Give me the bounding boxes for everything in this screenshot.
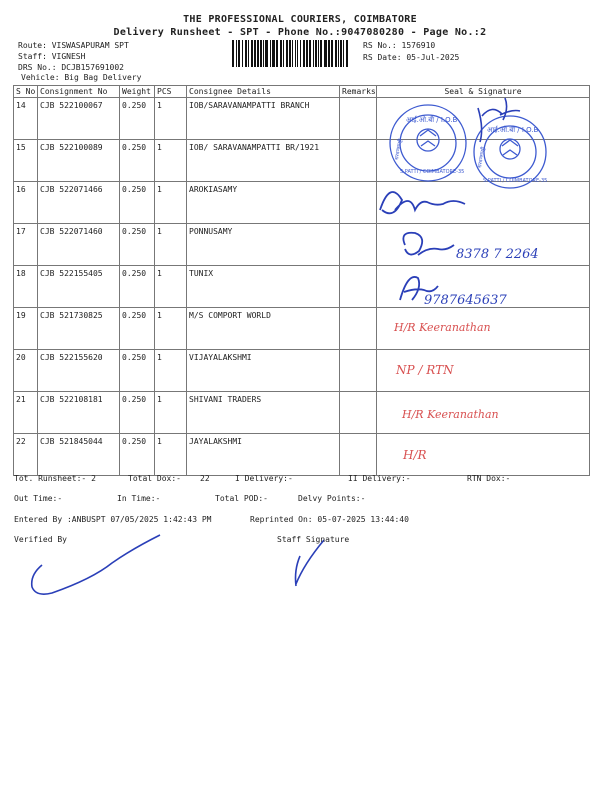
runsheet-table [13,85,590,476]
cell-consignment: CJB 521730825 [38,308,120,350]
rs-number: RS No.: 1576910 [363,41,436,50]
staff-signature-mark [296,540,325,586]
cell-consignee: PONNUSAMY [187,224,340,266]
reprinted-on: Reprinted On: 05-07-2025 13:44:40 [250,515,409,524]
phone-row17: 8378 7 2264 [456,247,539,262]
seal-1-top-text: आई.ओ.बी / I.O.B [406,116,458,124]
cell-remarks [340,140,377,182]
cell-sno: 17 [14,224,38,266]
runsheet-subtitle: Delivery Runsheet - SPT - Phone No.:9047080280 - Page No.:2 [113,27,487,38]
table-row [14,224,590,266]
barcode-bar [320,40,322,67]
cell-consignment: CJB 522100089 [38,140,120,182]
cell-consignment: CJB 521845044 [38,434,120,476]
barcode-bar [328,40,330,67]
table-row [14,434,590,476]
cell-remarks [340,392,377,434]
barcode-bar [306,40,308,67]
company-title: THE PROFESSIONAL COURIERS, COIMBATORE [183,14,417,25]
cell-seal-signature [377,350,590,392]
barcode-bar [257,40,259,67]
cell-sno: 21 [14,392,38,434]
barcode-bar [300,40,301,67]
barcode-bar [260,40,262,67]
note-row19: H/R Keeranathan [394,321,491,334]
phone-row18: 9787645637 [424,293,507,308]
cell-pcs: 1 [155,266,187,308]
table-row [14,392,590,434]
cell-pcs: 1 [155,224,187,266]
barcode-bar [254,40,256,67]
verified-by: Verified By [14,535,67,544]
barcode-bar [245,40,247,67]
in-time: In Time:- [117,494,161,503]
col-pcs: PCS [155,86,187,98]
cell-remarks [340,224,377,266]
col-remarks: Remarks [340,86,377,98]
barcode [232,40,348,67]
table-row [14,308,590,350]
seal-2-top-text: आई.ओ.बी / I.O.B [487,126,539,134]
cell-sno: 22 [14,434,38,476]
seal-2-bottom-text: S.PATTI / COIMBATORE-35 [483,178,548,184]
cell-remarks [340,182,377,224]
total-dox-value: 22 [200,474,210,483]
cell-sno: 18 [14,266,38,308]
cell-consignee: IOB/ SARAVANAMPATTI BR/1921 [187,140,340,182]
barcode-bar [324,40,327,67]
col-consignment: Consignment No [38,86,120,98]
staff-signature: Staff Signature [277,535,350,544]
barcode-bar [297,40,298,67]
barcode-bar [335,40,337,67]
barcode-bar [331,40,333,67]
rs-date: RS Date: 05-Jul-2025 [363,53,460,62]
note-row20: NP / RTN [396,363,454,377]
barcode-bar [270,40,271,67]
cell-pcs: 1 [155,182,187,224]
barcode-bar [340,40,342,67]
barcode-bar [318,40,319,67]
cell-consignment: CJB 522100067 [38,98,120,140]
cell-pcs: 1 [155,98,187,140]
table-row [14,266,590,308]
vehicle-label: Vehicle: Big Bag Delivery [21,73,142,82]
seal-1-bottom-text: S.PATTI / COIMBATORE-35 [400,169,465,175]
cell-sno: 15 [14,140,38,182]
cell-weight: 0.250 [120,98,155,140]
cell-consignee: AROKIASAMY [187,182,340,224]
cell-sno: 19 [14,308,38,350]
cell-consignment: CJB 522071466 [38,182,120,224]
cell-consignee: SHIVANI TRADERS [187,392,340,434]
barcode-bar [232,40,234,67]
barcode-bar [280,40,282,67]
cell-seal-signature [377,308,590,350]
barcode-bar [289,40,291,67]
barcode-bar [295,40,296,67]
cell-weight: 0.250 [120,140,155,182]
cell-remarks [340,434,377,476]
barcode-bar [286,40,288,67]
cell-weight: 0.250 [120,266,155,308]
total-dox-label: Total Dox:- [128,474,181,483]
cell-consignment: CJB 522155620 [38,350,120,392]
table-row [14,140,590,182]
staff-label: Staff: VIGNESH [18,52,86,61]
delvy-points: Delvy Points:- [298,494,366,503]
tot-runsheet: Tot. Runsheet:- 2 [14,474,96,483]
cell-pcs: 1 [155,350,187,392]
barcode-bar [346,40,348,67]
col-consignee: Consignee Details [187,86,340,98]
cell-consignee: VIJAYALAKSHMI [187,350,340,392]
note-row22: H/R [403,448,427,462]
barcode-bar [248,40,249,67]
ii-delivery: II Delivery:- [348,474,411,483]
cell-sno: 20 [14,350,38,392]
cell-remarks [340,266,377,308]
cell-seal-signature [377,140,590,182]
cell-consignment: CJB 522071460 [38,224,120,266]
seal-1-side-text: सरवणमपट्टी [394,138,404,161]
i-delivery: I Delivery:- [235,474,293,483]
cell-remarks [340,350,377,392]
barcode-bar [292,40,293,67]
barcode-bar [338,40,339,67]
barcode-bar [303,40,305,67]
cell-seal-signature [377,392,590,434]
cell-pcs: 1 [155,308,187,350]
cell-consignee: M/S COMPORT WORLD [187,308,340,350]
rtn-dox: RTN Dox:- [467,474,511,483]
cell-weight: 0.250 [120,308,155,350]
cell-sno: 14 [14,98,38,140]
cell-seal-signature [377,98,590,140]
barcode-bar [251,40,253,67]
cell-pcs: 1 [155,140,187,182]
barcode-bar [263,40,264,67]
barcode-bar [276,40,278,67]
barcode-bar [283,40,284,67]
cell-seal-signature [377,266,590,308]
barcode-bar [236,40,237,67]
barcode-bar [313,40,314,67]
cell-seal-signature [377,224,590,266]
table-row [14,182,590,224]
cell-consignee: IOB/SARAVANAMPATTI BRANCH [187,98,340,140]
cell-remarks [340,308,377,350]
cell-weight: 0.250 [120,392,155,434]
route-label: Route: VISWASAPURAM SPT [18,41,129,50]
out-time: Out Time:- [14,494,63,503]
cell-remarks [340,98,377,140]
cell-seal-signature [377,434,590,476]
barcode-bar [309,40,311,67]
note-row21: H/R Keeranathan [402,408,499,421]
cell-pcs: 1 [155,392,187,434]
cell-weight: 0.250 [120,224,155,266]
table-row [14,350,590,392]
entered-by: Entered By :ANBUSPT 07/05/2025 1:42:43 PM [14,515,212,524]
seal-2-side-text: सरवणमपट्टी [477,146,487,169]
drs-number: DRS No.: DCJB157691002 [18,63,124,72]
cell-weight: 0.250 [120,182,155,224]
col-seal: Seal & Signature [377,86,590,98]
cell-weight: 0.250 [120,350,155,392]
barcode-bar [238,40,240,67]
barcode-bar [272,40,275,67]
table-header-row [14,86,590,98]
cell-seal-signature [377,182,590,224]
table-row [14,98,590,140]
cell-consignee: JAYALAKSHMI [187,434,340,476]
barcode-bar [343,40,344,67]
cell-sno: 16 [14,182,38,224]
col-weight: Weight [120,86,155,98]
barcode-bar [315,40,317,67]
barcode-bar [265,40,268,67]
cell-consignment: CJB 522155405 [38,266,120,308]
total-pod: Total POD:- [215,494,268,503]
cell-weight: 0.250 [120,434,155,476]
col-sno: S No [14,86,38,98]
barcode-bar [242,40,243,67]
cell-pcs: 1 [155,434,187,476]
cell-consignment: CJB 522108181 [38,392,120,434]
cell-consignee: TUNIX [187,266,340,308]
